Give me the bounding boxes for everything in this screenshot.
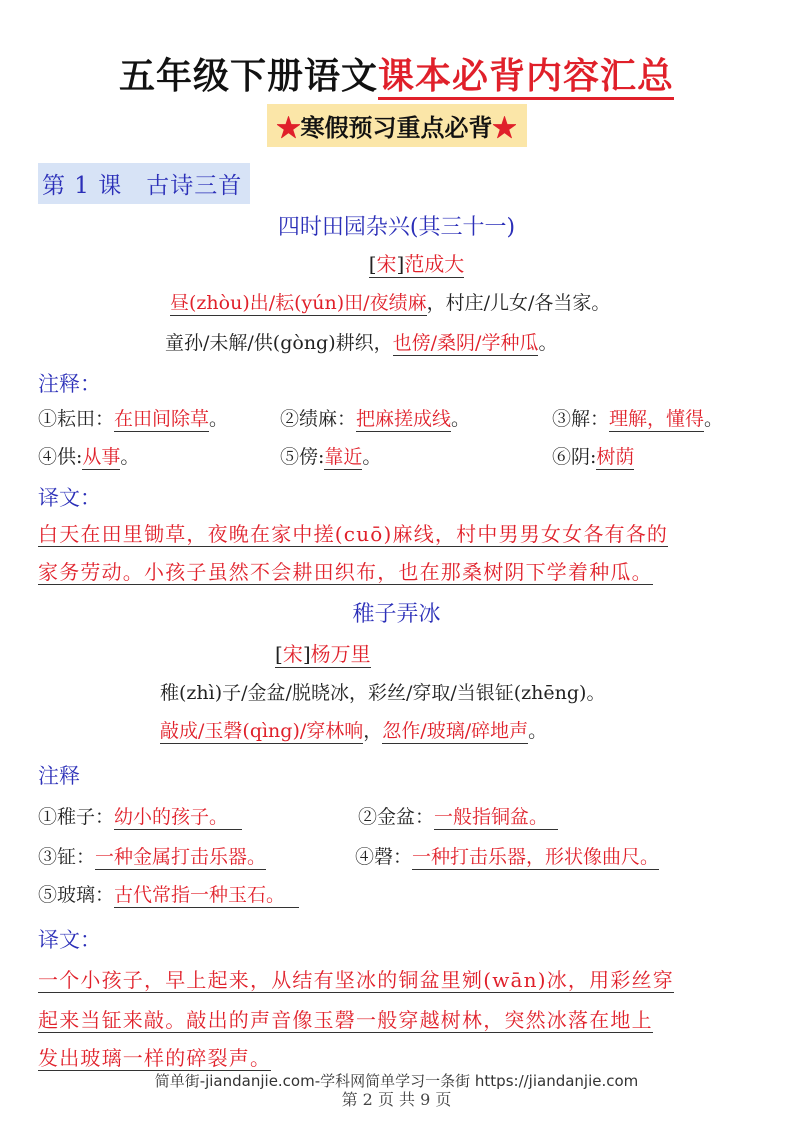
- poem1-line2-start: 童孙/未解/供(gòng)耕织，: [165, 332, 393, 354]
- poem1-dynasty: [宋]: [368, 252, 405, 276]
- poem2-translation-line-2: 起来当钲来敲。敲出的声音像玉磬一般穿越树林，突然冰落在地上: [38, 1008, 653, 1032]
- subtitle-banner: [267, 104, 527, 147]
- poem1-line2: 童孙/未解/供(gòng)耕织，也傍/桑阴/学种瓜。: [165, 332, 558, 354]
- poem2-note-4: ④磬：一种打击乐器，形状像曲尺。: [355, 846, 660, 868]
- poem2-translation-line-3: 发出玻璃一样的碎裂声。: [38, 1046, 272, 1070]
- poem2-translation-line-1: 一个小孩子，早上起来，从结有坚冰的铜盆里剜(wān)冰，用彩丝穿: [38, 968, 674, 992]
- poem1-note-3: ③解：理解，懂得。: [552, 408, 724, 430]
- poem1-note-4: ④供:从事。: [38, 446, 140, 468]
- poem2-translation-label: 译文：: [38, 928, 101, 952]
- poem2-note-5: ⑤玻璃：古代常指一种玉石。: [38, 880, 299, 907]
- poem1-translation-line-2: 家务劳动。小孩子虽然不会耕田织布，也在那桑树阴下学着种瓜。: [38, 560, 653, 584]
- poem2-line2: 敲成/玉磬(qìng)/穿林响，忽作/玻璃/碎地声。: [160, 720, 548, 742]
- poem2-author-line: [275, 638, 371, 667]
- poem2-author: 杨万里: [310, 642, 371, 666]
- poem1-translation-label: 译文：: [38, 486, 101, 510]
- poem1-notes-label: 注释：: [38, 372, 101, 396]
- poem1-line1-rest: ，村庄/儿女/各当家。: [426, 292, 611, 314]
- poem2-note-2: ②金盆：一般指铜盆。: [358, 802, 558, 829]
- poem1-title: 四时田园杂兴(其三十一): [277, 215, 516, 240]
- subtitle-text: 寒假预习重点必背: [300, 113, 493, 142]
- poem2-title: 稚子弄冰: [352, 602, 441, 627]
- poem2-line1: 稚(zhì)子/金盆/脱晓冰，彩丝/穿取/当银钲(zhēng)。: [160, 682, 606, 704]
- footer-site-text: 简单街-jiandanjie.com-学科网简单学习一条街 https://jiandanjie.com: [154, 1072, 639, 1090]
- poem1-line1-highlight: 昼(zhòu)出/耘(yún)田/夜绩麻: [170, 292, 427, 314]
- poem1-note-5: ⑤傍:靠近。: [280, 446, 382, 468]
- poem1-note-2: ②绩麻：把麻搓成线。: [280, 408, 471, 430]
- title-black-part: 五年级下册语文: [118, 55, 378, 97]
- poem2-notes-label: 注释: [38, 764, 80, 788]
- poem2-dynasty: [宋]: [275, 642, 311, 666]
- poem1-translation-line-1: 白天在田里锄草，夜晚在家中搓(cuō)麻线，村中男男女女各有各的: [38, 522, 669, 546]
- star-icon-right: ★: [492, 113, 517, 142]
- page-number: 第 2 页 共 9 页: [341, 1090, 452, 1109]
- poem1-note-6: ⑥阴:树荫: [552, 446, 635, 468]
- poem1-author-line: [0, 248, 793, 277]
- poem2-note-1: ①稚子：幼小的孩子。: [38, 802, 242, 829]
- poem1-author: 范成大: [404, 252, 465, 276]
- subtitle-container: [0, 104, 793, 147]
- title-red-part: 课本必背内容汇总: [378, 55, 674, 100]
- poem1-line1: [170, 288, 610, 315]
- poem1-line2-highlight: 也傍/桑阴/学种瓜: [392, 332, 539, 354]
- lesson-heading: 第 1 课 古诗三首: [38, 163, 250, 204]
- poem1-note-1: ①耘田：在田间除草。: [38, 408, 229, 430]
- page-title: [0, 48, 793, 99]
- star-icon-left: ★: [276, 113, 301, 142]
- poem2-note-3: ③钲：一种金属打击乐器。: [38, 846, 267, 868]
